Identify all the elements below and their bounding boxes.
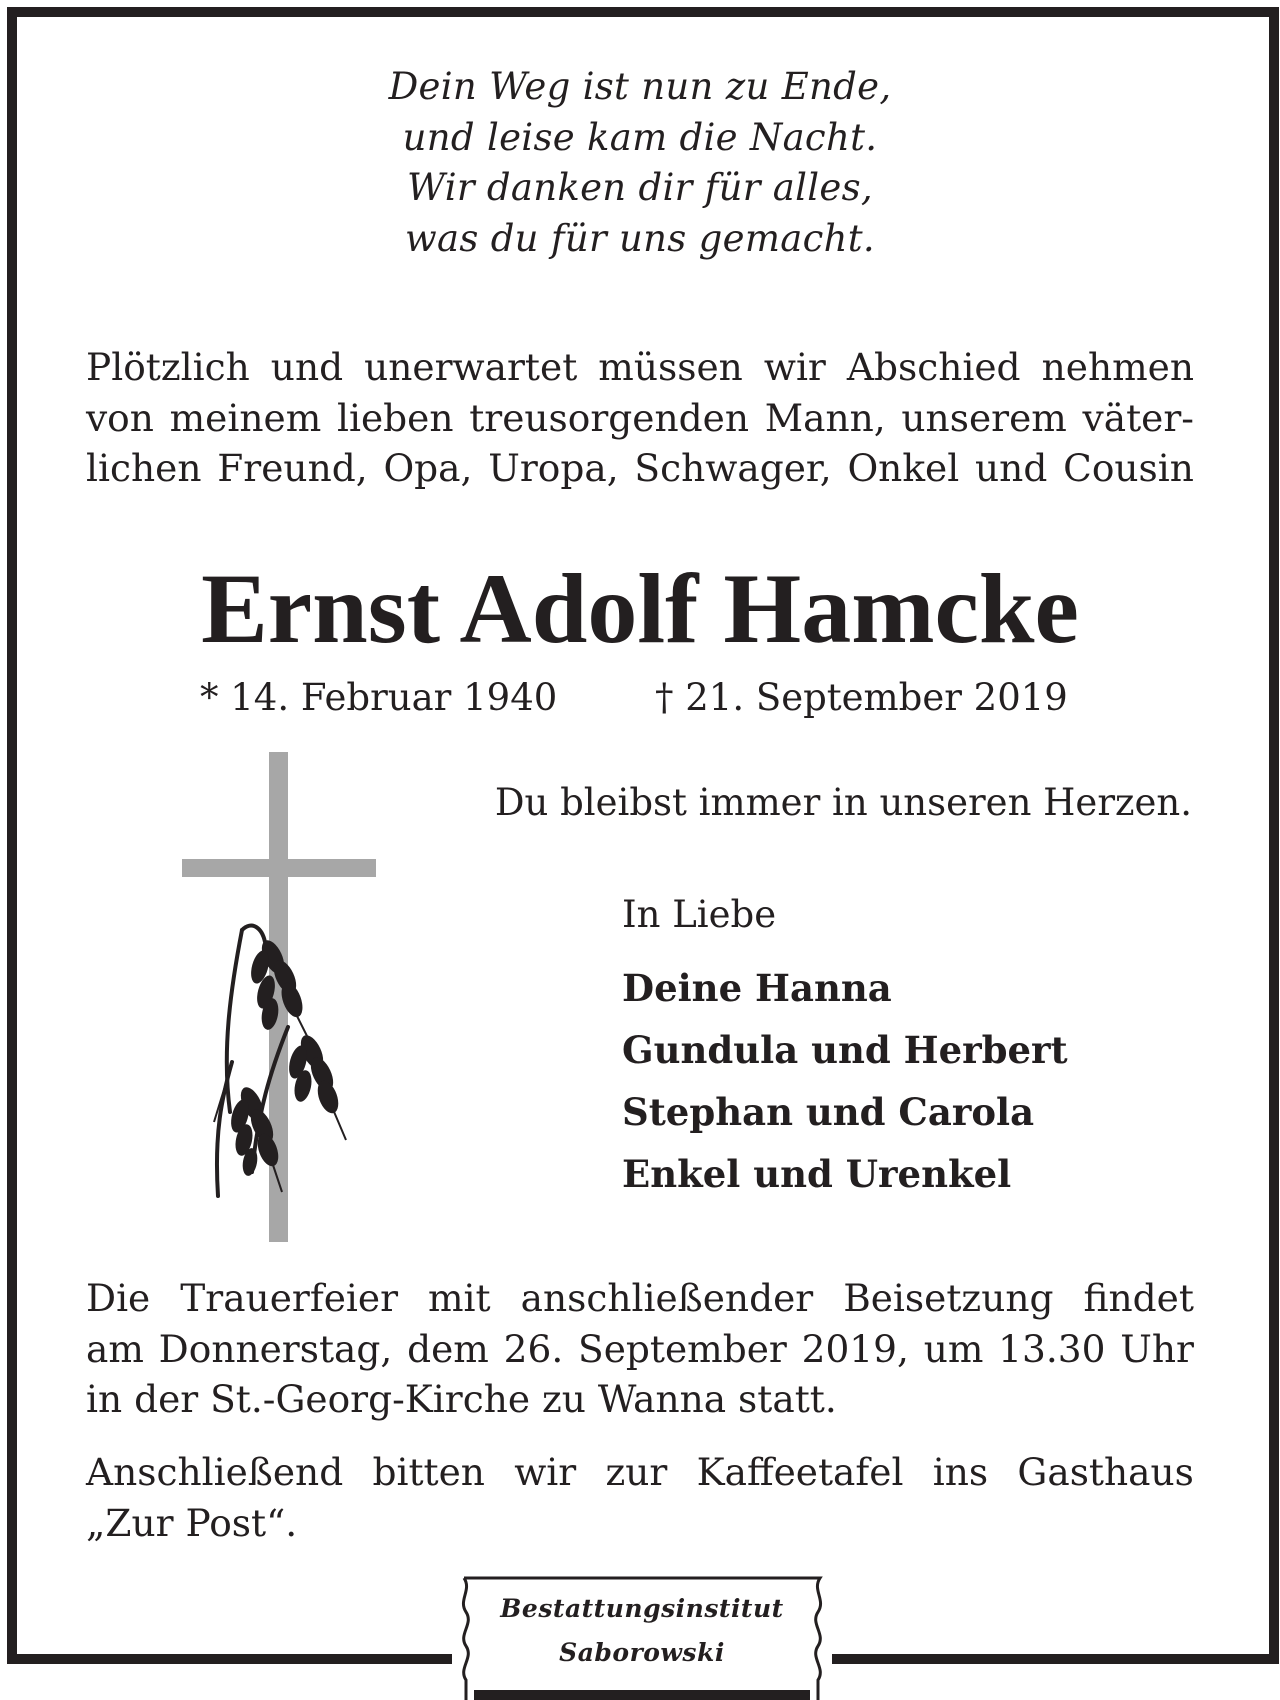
- word: Abschied: [846, 345, 1021, 389]
- word: Cousin: [1063, 446, 1194, 490]
- cross-wheat-emblem: [170, 752, 390, 1242]
- word: und: [270, 345, 344, 389]
- mourner-name: Stephan und Carola: [622, 1090, 1035, 1134]
- mourner-name: Gundula und Herbert: [622, 1028, 1068, 1072]
- reception-notice: [86, 1447, 1194, 1548]
- reception-line: „Zur Post“.: [86, 1500, 298, 1545]
- word: 13.30: [998, 1326, 1106, 1371]
- word: unserem: [901, 395, 1067, 440]
- word: unerwartet: [364, 345, 578, 389]
- poem: [0, 62, 1280, 264]
- cross-horizontal-beam: [182, 859, 376, 877]
- funeral-line: in der St.-Georg-Kirche zu Wanna statt.: [86, 1377, 837, 1421]
- word: Donnerstag,: [158, 1326, 393, 1371]
- word: ins: [932, 1450, 989, 1494]
- reception-line: [86, 1447, 1194, 1498]
- mourner-name: Enkel und Urenkel: [622, 1152, 1012, 1196]
- intro-line: [86, 443, 1194, 494]
- word: Die: [86, 1276, 151, 1320]
- word: lichen: [86, 446, 202, 490]
- word: September: [578, 1326, 787, 1371]
- intro-line: [86, 342, 1194, 393]
- word: am: [86, 1326, 144, 1371]
- undertaker-line-1: Bestattungsinstitut: [500, 1594, 784, 1623]
- poem-line: und leise kam die Nacht.: [402, 115, 878, 159]
- word: Onkel: [847, 446, 960, 490]
- word: Uhr: [1120, 1326, 1194, 1371]
- word: Freund,: [217, 446, 368, 490]
- funeral-line: [86, 1324, 1194, 1375]
- word: Gasthaus: [1017, 1450, 1194, 1494]
- word: väter-: [1082, 395, 1194, 440]
- word: Uropa,: [488, 446, 619, 490]
- remembrance-line: Du bleibst immer in unseren Herzen.: [494, 781, 1192, 824]
- word: und: [975, 446, 1048, 490]
- intro-paragraph: [86, 342, 1194, 494]
- funeral-line: [86, 1273, 1194, 1324]
- word: zur: [605, 1450, 668, 1494]
- word: wir: [763, 345, 826, 389]
- word: um: [923, 1326, 984, 1371]
- word: findet: [1083, 1276, 1194, 1320]
- word: mit: [427, 1276, 491, 1320]
- word: dem: [407, 1326, 489, 1371]
- mourner-name: Deine Hanna: [622, 966, 892, 1010]
- logo-bottom-pattern: [474, 1690, 810, 1700]
- word: Beisetzung: [843, 1276, 1054, 1320]
- poem-line: was du für uns gemacht.: [405, 216, 875, 260]
- word: von: [86, 395, 154, 440]
- deceased-name: Ernst Adolf Hamcke: [201, 553, 1079, 664]
- word: nehmen: [1041, 345, 1194, 389]
- word: anschließender: [520, 1276, 814, 1320]
- word: Plötzlich: [86, 345, 250, 389]
- funeral-notice: [86, 1273, 1194, 1425]
- word: Anschließend: [86, 1450, 344, 1494]
- word: bitten: [372, 1450, 485, 1494]
- word: Trauerfeier: [180, 1276, 398, 1320]
- poem-line: Wir danken dir für alles,: [407, 166, 873, 209]
- word: treusorgenden: [469, 395, 750, 440]
- poem-line: Dein Weg ist nun zu Ende,: [388, 65, 892, 108]
- word: 26.: [503, 1326, 564, 1371]
- mourners-intro: In Liebe: [622, 893, 777, 936]
- word: Mann,: [764, 395, 886, 440]
- word: 2019,: [801, 1326, 909, 1371]
- word: müssen: [598, 345, 743, 389]
- word: meinem: [169, 395, 322, 440]
- word: Schwager,: [634, 446, 832, 490]
- death-date: † 21. September 2019: [655, 676, 1068, 719]
- birth-date: * 14. Februar 1940: [200, 676, 558, 719]
- word: wir: [514, 1450, 577, 1494]
- word: Opa,: [383, 446, 473, 490]
- mourners-list: [622, 957, 1068, 1205]
- intro-line: [86, 393, 1194, 444]
- word: lieben: [336, 395, 454, 440]
- undertaker-line-2: Saborowski: [559, 1638, 725, 1667]
- word: Kaffeetafel: [696, 1450, 904, 1494]
